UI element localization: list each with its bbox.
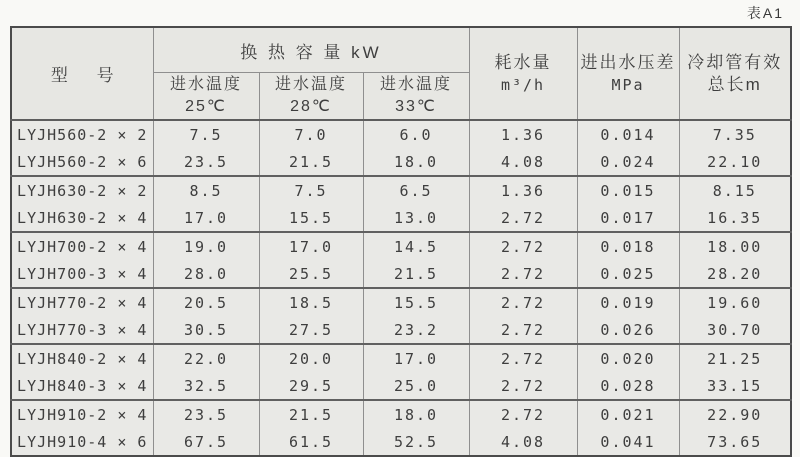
- table-row: [11, 316, 791, 344]
- table-row: [11, 372, 791, 400]
- value-cell: 28.0: [153, 260, 259, 288]
- model-cell: LYJH560-2 × 6: [11, 148, 153, 176]
- col-header-water-consumption: [469, 27, 577, 120]
- value-cell: 18.5: [259, 288, 363, 316]
- value-cell: 2.72: [469, 204, 577, 232]
- value-cell: 29.5: [259, 372, 363, 400]
- value-cell: 8.5: [153, 176, 259, 204]
- inlet-temp-value: 33℃: [395, 98, 437, 115]
- value-cell: 61.5: [259, 428, 363, 456]
- value-cell: 18.0: [363, 148, 469, 176]
- cooling-pipe-label: 冷却管有效: [687, 52, 783, 72]
- value-cell: 19.0: [153, 232, 259, 260]
- col-header-inlet-temp-33: [363, 73, 469, 121]
- value-cell: 52.5: [363, 428, 469, 456]
- value-cell: 30.5: [153, 316, 259, 344]
- value-cell: 0.017: [577, 204, 679, 232]
- table-caption: 表A1: [746, 5, 784, 21]
- value-cell: 30.70: [679, 316, 791, 344]
- value-cell: 23.5: [153, 400, 259, 428]
- value-cell: 19.60: [679, 288, 791, 316]
- table-header: [11, 27, 791, 120]
- value-cell: 27.5: [259, 316, 363, 344]
- value-cell: 23.2: [363, 316, 469, 344]
- inlet-temp-value: 28℃: [290, 98, 332, 115]
- value-cell: 2.72: [469, 288, 577, 316]
- model-cell: LYJH840-3 × 4: [11, 372, 153, 400]
- table-row: [11, 288, 791, 316]
- value-cell: 2.72: [469, 372, 577, 400]
- value-cell: 13.0: [363, 204, 469, 232]
- value-cell: 33.15: [679, 372, 791, 400]
- model-cell: LYJH840-2 × 4: [11, 344, 153, 372]
- table-row: [11, 400, 791, 428]
- table-row: [11, 260, 791, 288]
- model-cell: LYJH630-2 × 4: [11, 204, 153, 232]
- value-cell: 22.0: [153, 344, 259, 372]
- value-cell: 21.5: [259, 148, 363, 176]
- value-cell: 0.018: [577, 232, 679, 260]
- pressure-diff-label: 进出水压差: [580, 52, 676, 72]
- value-cell: 20.0: [259, 344, 363, 372]
- value-cell: 0.028: [577, 372, 679, 400]
- value-cell: 4.08: [469, 428, 577, 456]
- water-consumption-label: 耗水量: [494, 52, 552, 72]
- value-cell: 16.35: [679, 204, 791, 232]
- value-cell: 0.019: [577, 288, 679, 316]
- value-cell: 20.5: [153, 288, 259, 316]
- value-cell: 25.5: [259, 260, 363, 288]
- value-cell: 0.015: [577, 176, 679, 204]
- value-cell: 22.10: [679, 148, 791, 176]
- cooling-pipe-unit: 总长m: [707, 74, 762, 94]
- col-header-heat-capacity: 换 热 容 量 kW: [153, 27, 469, 73]
- value-cell: 21.25: [679, 344, 791, 372]
- value-cell: 25.0: [363, 372, 469, 400]
- table-row: [11, 120, 791, 148]
- value-cell: 7.0: [259, 120, 363, 148]
- table-row: [11, 148, 791, 176]
- model-cell: LYJH700-3 × 4: [11, 260, 153, 288]
- value-cell: 14.5: [363, 232, 469, 260]
- value-cell: 73.65: [679, 428, 791, 456]
- col-header-cooling-pipe: [679, 27, 791, 120]
- value-cell: 0.014: [577, 120, 679, 148]
- col-header-inlet-temp-28: [259, 73, 363, 121]
- table-row: [11, 176, 791, 204]
- value-cell: 6.0: [363, 120, 469, 148]
- value-cell: 2.72: [469, 400, 577, 428]
- value-cell: 0.026: [577, 316, 679, 344]
- value-cell: 23.5: [153, 148, 259, 176]
- value-cell: 4.08: [469, 148, 577, 176]
- value-cell: 67.5: [153, 428, 259, 456]
- water-consumption-unit: m³/h: [500, 75, 546, 94]
- value-cell: 17.0: [259, 232, 363, 260]
- table-body: [11, 120, 791, 456]
- value-cell: 1.36: [469, 120, 577, 148]
- value-cell: 17.0: [363, 344, 469, 372]
- value-cell: 7.5: [259, 176, 363, 204]
- value-cell: 18.0: [363, 400, 469, 428]
- model-cell: LYJH910-4 × 6: [11, 428, 153, 456]
- value-cell: 15.5: [259, 204, 363, 232]
- value-cell: 15.5: [363, 288, 469, 316]
- value-cell: 1.36: [469, 176, 577, 204]
- value-cell: 8.15: [679, 176, 791, 204]
- col-header-inlet-temp-25: [153, 73, 259, 121]
- model-cell: LYJH770-2 × 4: [11, 288, 153, 316]
- table-row: [11, 232, 791, 260]
- inlet-temp-label: 进水温度: [379, 76, 452, 93]
- value-cell: 0.041: [577, 428, 679, 456]
- value-cell: 2.72: [469, 344, 577, 372]
- col-header-pressure-diff: [577, 27, 679, 120]
- value-cell: 0.021: [577, 400, 679, 428]
- value-cell: 7.5: [153, 120, 259, 148]
- value-cell: 2.72: [469, 260, 577, 288]
- value-cell: 17.0: [153, 204, 259, 232]
- value-cell: 21.5: [259, 400, 363, 428]
- model-cell: LYJH630-2 × 2: [11, 176, 153, 204]
- value-cell: 21.5: [363, 260, 469, 288]
- inlet-temp-value: 25℃: [185, 98, 227, 115]
- table-row: [11, 204, 791, 232]
- value-cell: 0.024: [577, 148, 679, 176]
- model-cell: LYJH560-2 × 2: [11, 120, 153, 148]
- col-header-model: 型 号: [11, 27, 153, 120]
- pressure-diff-unit: MPa: [611, 75, 645, 94]
- model-cell: LYJH910-2 × 4: [11, 400, 153, 428]
- model-cell: LYJH770-3 × 4: [11, 316, 153, 344]
- model-cell: LYJH700-2 × 4: [11, 232, 153, 260]
- value-cell: 6.5: [363, 176, 469, 204]
- inlet-temp-label: 进水温度: [169, 76, 242, 93]
- value-cell: 2.72: [469, 316, 577, 344]
- value-cell: 32.5: [153, 372, 259, 400]
- header-row-1: [11, 27, 791, 73]
- value-cell: 22.90: [679, 400, 791, 428]
- value-cell: 7.35: [679, 120, 791, 148]
- table-row: [11, 344, 791, 372]
- value-cell: 28.20: [679, 260, 791, 288]
- value-cell: 18.00: [679, 232, 791, 260]
- value-cell: 2.72: [469, 232, 577, 260]
- value-cell: 0.020: [577, 344, 679, 372]
- spec-table: [10, 26, 792, 457]
- inlet-temp-label: 进水温度: [274, 76, 347, 93]
- value-cell: 0.025: [577, 260, 679, 288]
